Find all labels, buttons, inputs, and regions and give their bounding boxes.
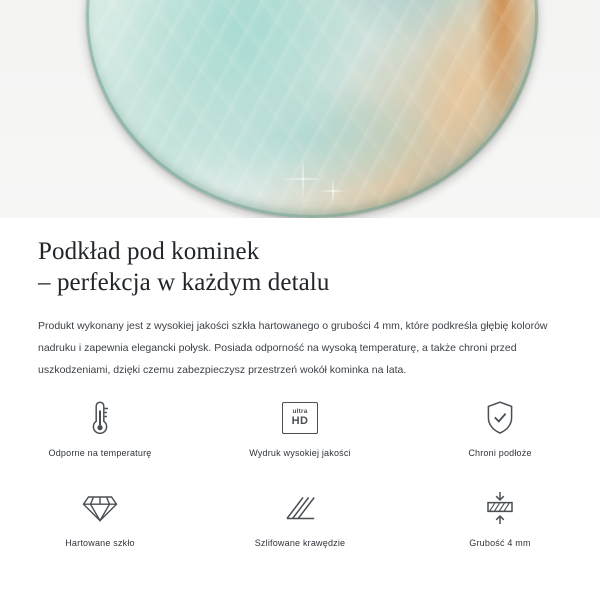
- shield-check-icon: [484, 396, 516, 440]
- feature-print-quality: [200, 396, 400, 468]
- ultra-hd-icon: [282, 396, 318, 440]
- feature-grid: [0, 396, 600, 558]
- thermometer-icon: [87, 396, 113, 440]
- feature-caption: Hartowane szkło: [65, 538, 135, 548]
- marble-print-artwork: [86, 0, 538, 218]
- feature-caption: Wydruk wysokiej jakości: [249, 448, 351, 458]
- headline-line-1: Podkład pod kominek: [38, 238, 260, 265]
- feature-thickness: [400, 486, 600, 558]
- feature-polished-edges: [200, 486, 400, 558]
- feature-caption: Grubość 4 mm: [469, 538, 531, 548]
- description-paragraph: Produkt wykonany jest z wysokiej jakości szkła hartowanego o grubości 4 mm, które podkreśla głębię kolorów nadruku i zapewnia elegancki połysk. Posiada odporność na wysoką temperaturę, a także chroni przed uszkodzeniami, dzięki czemu zabezpieczysz przestrzeń wokół kominka na lata.: [38, 320, 548, 376]
- feature-heat-resistant: [0, 396, 200, 468]
- feature-tempered-glass: [0, 486, 200, 558]
- polished-edges-icon: [283, 486, 317, 530]
- text-content: [0, 218, 600, 381]
- feature-protects-surface: [400, 396, 600, 468]
- ultra-hd-badge-bottom: HD: [291, 415, 309, 428]
- thickness-arrows-icon: [483, 486, 517, 530]
- hero-image: [0, 0, 600, 218]
- feature-caption: Szlifowane krawędzie: [254, 538, 346, 548]
- product-image-round-glass-board: [86, 0, 538, 218]
- ultra-hd-badge-top: ultra: [292, 407, 308, 415]
- diamond-icon: [82, 486, 118, 530]
- headline-line-2: – perfekcja w każdym detalu: [38, 269, 330, 296]
- page-title: [0, 236, 600, 298]
- feature-caption: Odporne na temperaturę: [48, 448, 152, 458]
- feature-caption: Chroni podłoże: [468, 448, 532, 458]
